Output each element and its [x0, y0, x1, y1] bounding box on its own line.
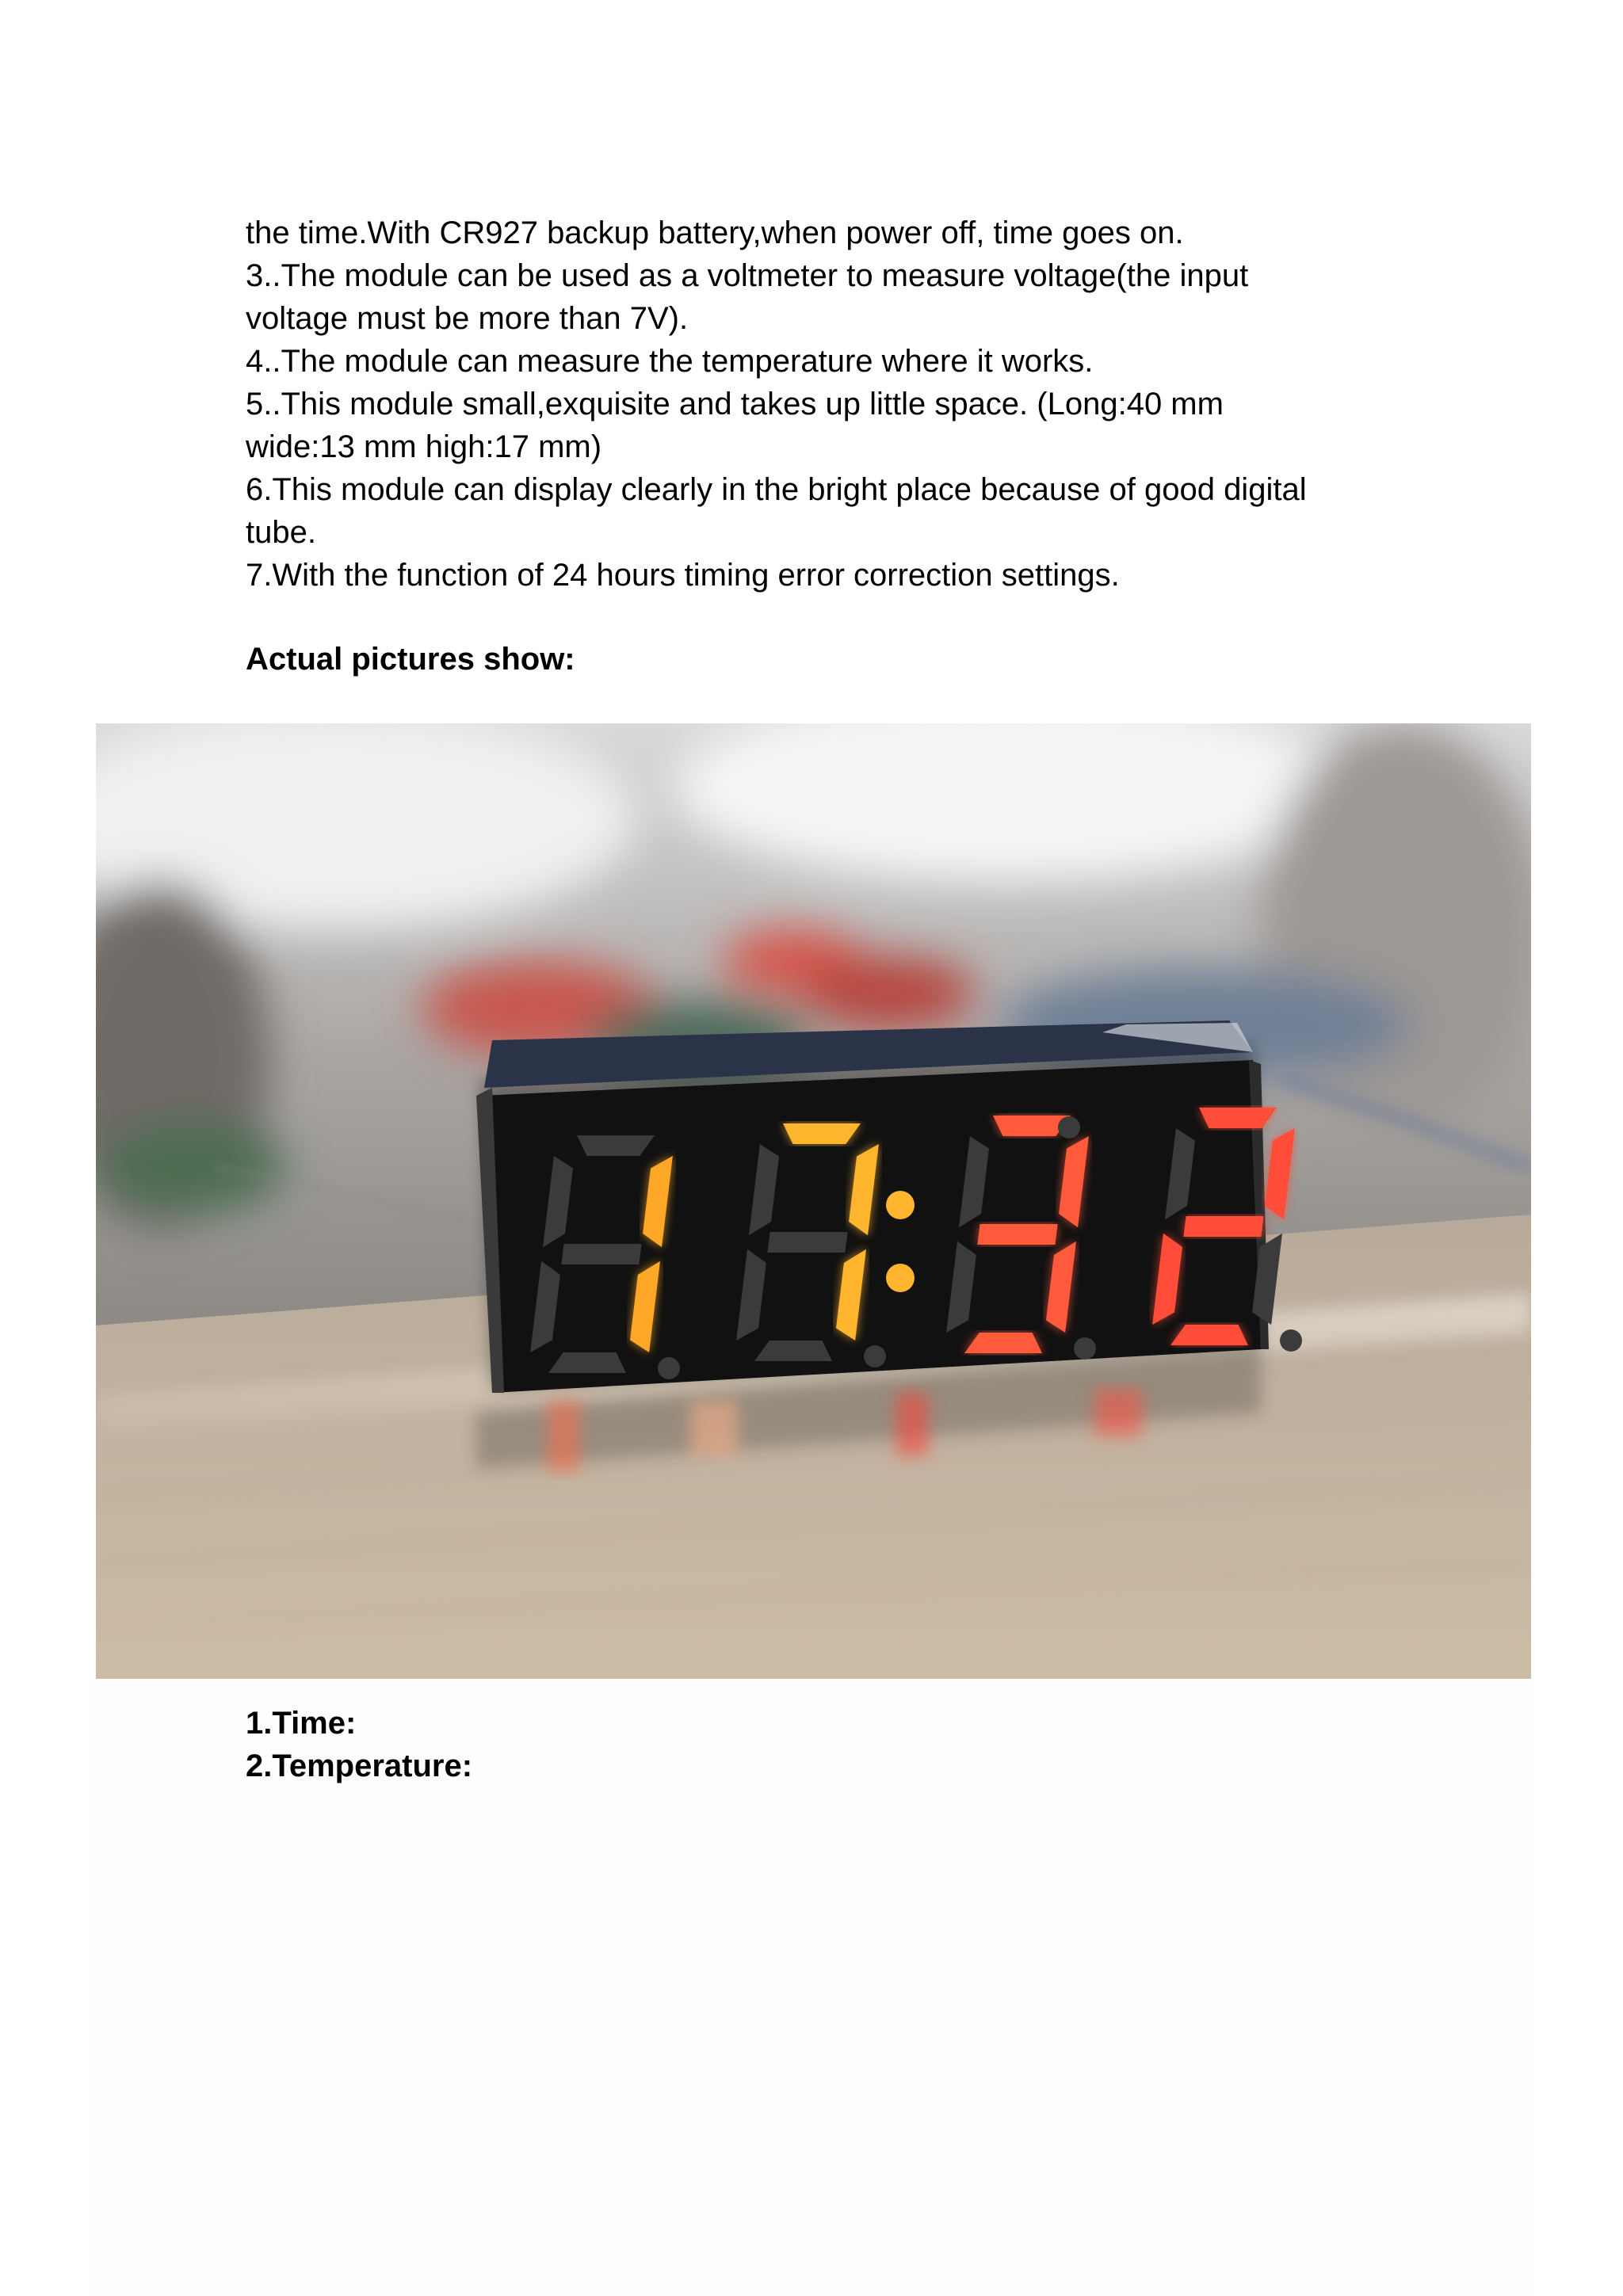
digit-3-segment-g: [977, 1224, 1057, 1245]
body-text: [246, 212, 1387, 597]
section-heading: Actual pictures show:: [246, 642, 575, 677]
captions: [246, 1702, 472, 1787]
caption-temperature: 2.Temperature:: [246, 1749, 473, 1783]
body-line: 4..The module can measure the temperature where it works.: [246, 344, 1094, 379]
digit-1-segment-g: [561, 1244, 641, 1264]
body-line: 5..This module small,exquisite and takes up little space. (Long:40 mm: [246, 387, 1224, 421]
body-line: 7.With the function of 24 hours timing error correction settings.: [246, 558, 1120, 593]
colon-dot-2: [886, 1264, 915, 1292]
colon-dot-1: [886, 1191, 915, 1219]
body-line: the time.With CR927 backup battery,when power off, time goes on.: [246, 215, 1184, 250]
decimal-point-dot: [864, 1345, 886, 1367]
caption-time: 1.Time:: [246, 1706, 357, 1741]
body-line: 3..The module can be used as a voltmeter to measure voltage(the input: [246, 258, 1249, 293]
product-photo: [96, 723, 1531, 1679]
body-line: voltage must be more than 7V).: [246, 301, 689, 336]
digit-4-segment-g: [1183, 1216, 1263, 1237]
body-line: wide:13 mm high:17 mm): [246, 429, 602, 464]
decimal-point-dot: [1280, 1329, 1302, 1352]
body-line: 6.This module can display clearly in the bright place because of good digital: [246, 472, 1307, 507]
decimal-point-dot: [658, 1357, 680, 1379]
indicator-dot: [1058, 1116, 1080, 1138]
decimal-point-dot: [1074, 1337, 1096, 1360]
body-line: tube.: [246, 515, 316, 550]
digit-2-segment-g: [767, 1232, 847, 1253]
